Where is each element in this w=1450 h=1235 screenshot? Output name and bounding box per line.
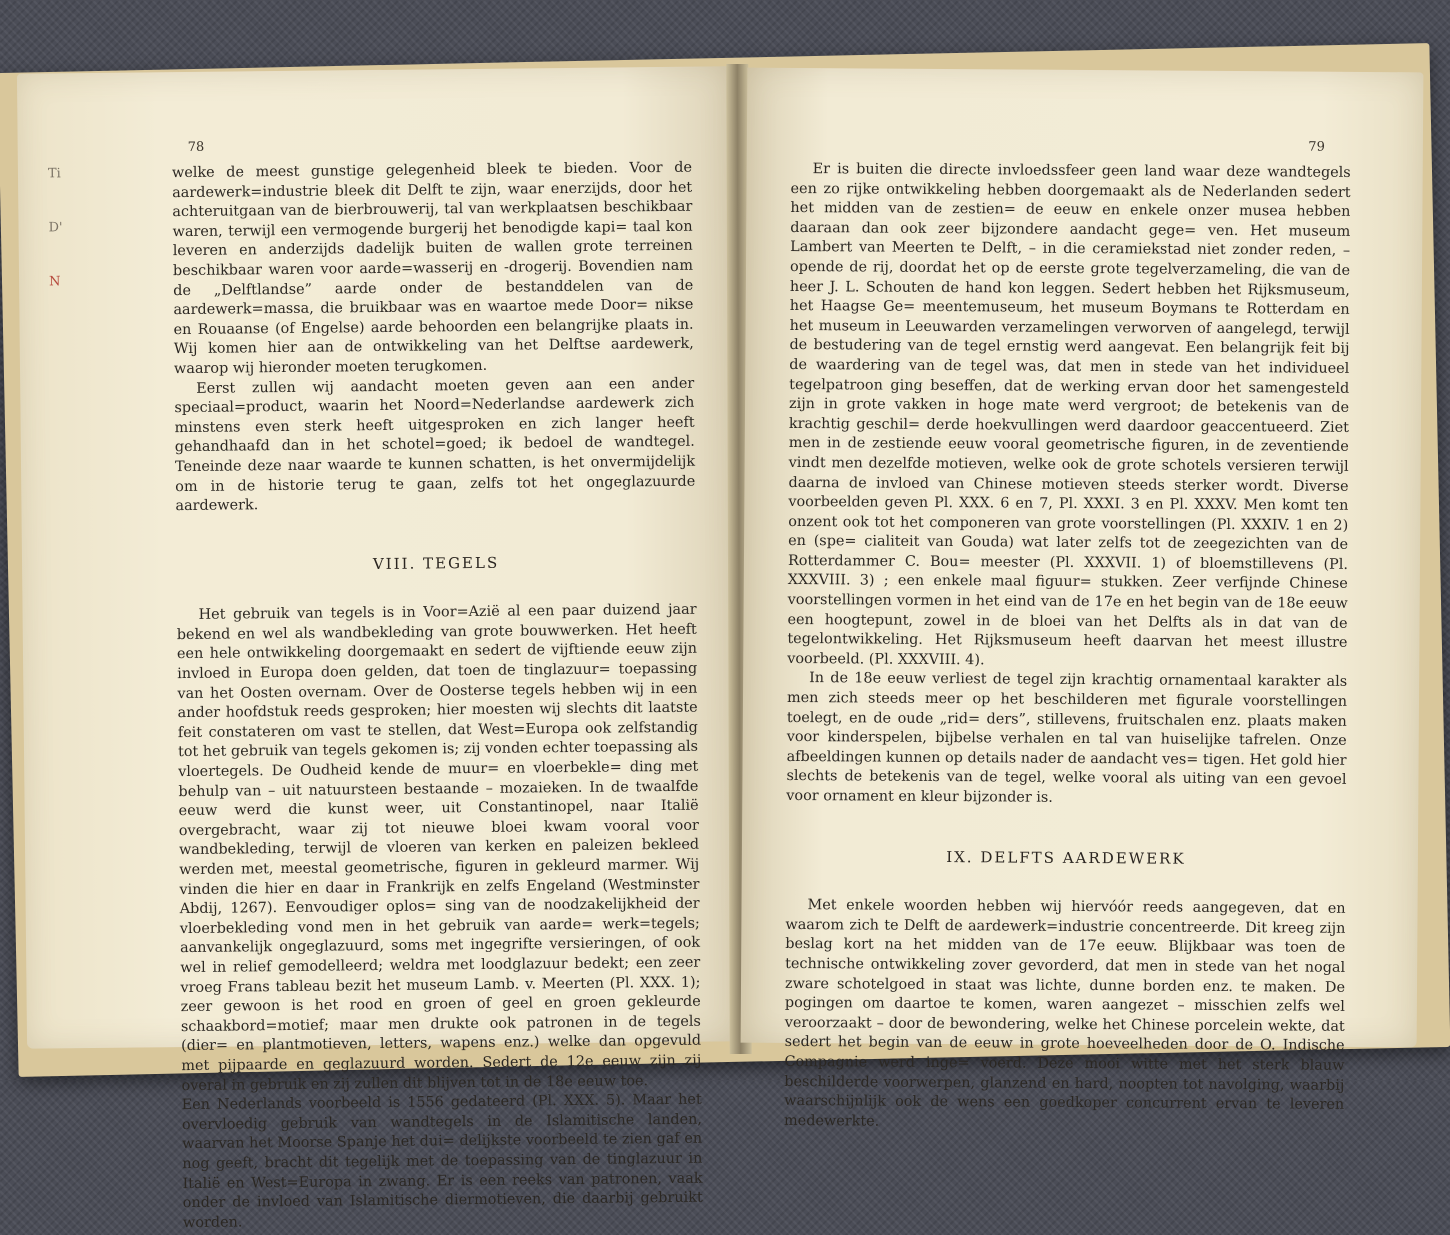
margin-note: Ti [47,166,61,182]
paragraph: Het gebruik van tegels is in Voor=Azië al een paar duizend jaar bekend en wel als wandbekleding van grote bouwwerken. Het heeft een hele ontwikkeling doorgemaakt en sedert de vijftiende eeuw zijn invloed in Europa doen gelden, dat toen de tinglazuur= toepassing van het Oosten overnam. Over de Oosterse tegels hebben wij in een ander hoofdstuk reeds gesproken; hier moesten wij slechts dit laatste feit constateren om vast te stellen, dat West=Europa ook zelfstandig tot het gebruik van tegels gekomen is; zij vonden echter toepassing als vloertegels. De Oudheid kende de muur= en vloerbekle= ding met behulp van – uit natuursteen bestaande – mozaieken. In de twaalfde eeuw werd die kunst weer, uit Constantinopel, naar Italië overgebracht, waar zij tot nieuwe bloei kwam vooral voor wandbekleding, terwijl de vloeren van kerken en paleizen bekleed werden met, meestal geometrische, figuren in gekleurd marmer. Wij vinden die hier en daar in Frankrijk en zelfs Engeland (Westminster Abdij, 1267). Eenvoudiger oplos= sing van de noodzakelijkheid der vloerbekleding vond men in het gebruik van aarde= werk=tegels; aanvankelijk ongeglazuurd, soms met ingegrifte versieringen, of ook wel in relief gemodelleerd; weldra met loodglazuur bedekt; een zeer vroeg Frans tableau bezit het museum Lamb. v. Meerten (Pl. XXX. 1); zeer gewoon is het rood en groen of geel en groen gekleurde schaakbord=motief; maar men drukte ook patronen in de tegels (dier= en plantmotieven, letters, wapens enz.) welke dan opgevuld met pijpaarde en geglazuurd worden. Sedert de 12e eeuw zijn zij overal in gebruik en zij zullen dit blijven tot in de 18e eeuw toe. [176,601,702,1094]
paragraph: welke de meest gunstige gelegenheid bleek te bieden. Voor de aardewerk=industrie bleek dit Delft te zijn, waar enerzijds, door het achteruitgaan van de bierbrouwerij, tal van werkplaatsen beschikbaar waren, terwijl een vermogende burgerij het benodigde kapi= taal kon leveren en anderzijds dadelijk buiten de wallen grote terreinen beschikbaar waren voor aarde=wasserij en -drogerij. Bovendien nam de „Delftlandse” aarde onder de bestanddelen van de aardewerk=massa, die bruikbaar was en waartoe mede Door= nikse en Rouaanse (of Engelse) aarde behoorden een belangrijke plaats in. Wij komen hier aan de ontwikkeling van het Delftse aardewerk, waarop wij hieronder moeten terugkomen. [171,159,694,378]
paragraph: Een Nederlands voorbeeld is 1556 gedateerd (Pl. XXX. 5). Maar het overvloedig gebruik van wandtegels in de Islamitische landen, waarvan het Moorse Spanje het dui= delijkste voorbeeld te zien gaf en nog geeft, bracht dit tegelijk met de toepassing van de tinglazuur in Italië en West=Europa in zwang. Er is een reeks van patronen, vaak onder de invloed van Islamitische diermotieven, die daarbij gebruikt worden. [181,1091,703,1231]
margin-notes [48,147,64,309]
paragraph: In de 18e eeuw verliest de tegel zijn krachtig ornamentaal karakter als men zich steeds meer op het beschilderen met figurale voorstellingen toelegt, en de oude „rid= ders”, stillevens, fruitschalen enz. plaats maken voor kinderspelen, bijbelse verhalen en tal van huiselijke tafrelen. Onze afbeeldingen kunnen op details nader de aandacht ves= tigen. Het gold hier slechts de betekenis van de tegel, welke vooral als uiting van een gevoel voor ornament en kleur bijzonder is. [786,670,1348,806]
paragraph: Er is buiten die directe invloedssfeer geen land waar deze wandtegels een zo rijke ontwikkeling hebben doorgemaakt als de Nederlanden sedert het midden van de zestien= de eeuw en enkele onzer musea hebben daaraan dan ook zeer bijzondere aandacht gege= ven. Het museum Lambert van Meerten te Delft, – in die ceramiekstad niet zonder reden, – opende de rij, doordat het op de eerste grote tegelverzameling, die van de heer J. L. Schouten de hand kon leggen. Sedert hebben het Rijksmuseum, het Haagse Ge= meentemuseum, het museum Boymans te Rotterdam en het museum in Leeuwarden verzamelingen verworven of aangelegd, terwijl de bestudering van de tegel ernstig werd aangevat. Een belangrijk feit bij de waardering van de tegel was, dat men in stede van het individueel tegelpatroon ging beseffen, dat de werking ervan door het samengesteld zijn in grote vakken in hoge mate werd vergroot; de betekenis van de krachtig geschil= derde hoekvullingen werd daardoor geaccentueerd. Ziet men in de zestiende eeuw vooral geometrische figuren, in de zeventiende vindt men dezelfde motieven, welke ook de grote schotels versieren terwijl daarna de invloed van Chinese motieven steeds sterker wordt. Diverse voorbeelden geven Pl. XXX. 6 en 7, Pl. XXXI. 3 en Pl. XXXV. Men komt ten onzent ook tot het componeren van grote voorstellingen (Pl. XXXIV. 1 en 2) en (spe= cialiteit van Gouda) wat later zelfs tot de zeegezichten van de Rotterdammer C. Bou= meester (Pl. XXXVII. 1) of bloemstillevens (Pl. XXXVIII. 3) ; een enkele maal figuur= stukken. Zeer verfijnde Chinese voorstellingen vormen in het eind van de 17e en het begin van de 18e eeuw een hoogtepunt, zowel in de bloei van het Delfts als in dat van de tegelontwikkeling. Het Rijksmuseum heeft daarvan het meest illustre voorbeeld. (Pl. XXXVIII. 4). [787,161,1351,669]
right-page [741,68,1424,1130]
margin-note: D' [48,220,63,236]
left-page-text [172,159,703,1234]
page-number: 79 [1308,139,1325,155]
chapter-heading: VIII. TEGELS [372,553,500,573]
left-page [17,66,739,1231]
right-page-text [784,160,1351,1135]
chapter-heading: IX. DELFTS AARDEWERK [946,847,1186,868]
page-number: 78 [187,139,205,155]
paragraph: Met enkele woorden hebben wij hiervóór reeds aangegeven, dat en waarom zich te Delft de aardewerk=industrie concentreerde. Dit kreeg zijn beslag kort na het midden van de 17e eeuw. Blijkbaar was toen de technische ontwikkeling zover gevorderd, dat men in stede van het nogal zware schotelgoed in staat was lichte, dunne borden enz. te maken. De pogingen om daartoe te komen, waren aangezet – misschien zelfs wel veroorzaakt – door de bewondering, welke het Chinese porcelein wekte, dat sedert het begin van de eeuw in grote hoeveelheden door de O. Indische Compagnie werd inge= voerd. Deze mooi witte met het sterk blauw beschilderde voorwerpen, glanzend en hard, noopten tot navolging, waarbij waarschijnlijk ook de wens een goedkoper concurrent ervan te leveren medewerkte. [784,897,1346,1130]
margin-note-red: N [49,274,61,290]
paragraph: Eerst zullen wij aandacht moeten geven aan een ander speciaal=product, waarin het Noord=Nederlandse aardewerk zich minstens even sterk heeft uitgesproken en zich langer heeft gehandhaafd dan in het schotel=goed; ik bedoel de wandtegel. Teneinde deze naar waarde te kunnen schatten, is het onvermijdelijk om in de historie terug te gaan, zelfs tot het ongeglazuurde aardewerk. [174,375,696,515]
